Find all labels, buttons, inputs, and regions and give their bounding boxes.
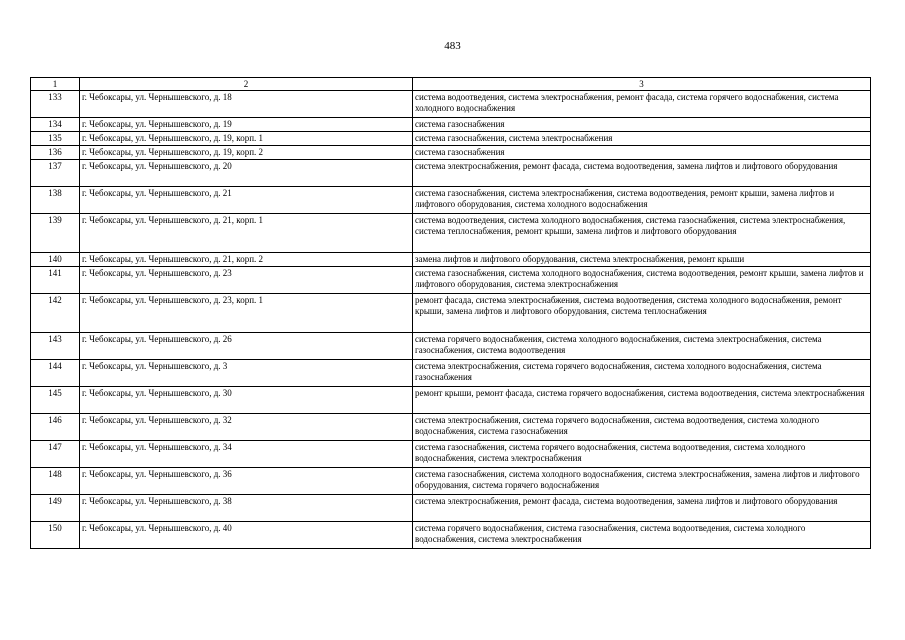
row-number: 146: [31, 414, 80, 441]
table-row: [31, 495, 871, 522]
row-address: г. Чебоксары, ул. Чернышевского, д. 21, корп. 2: [80, 253, 413, 267]
table-header-row: [31, 78, 871, 91]
table-row: [31, 187, 871, 214]
table-row: [31, 118, 871, 132]
row-number: 145: [31, 387, 80, 414]
column-header-address: 2: [80, 78, 413, 91]
row-address: г. Чебоксары, ул. Чернышевского, д. 19: [80, 118, 413, 132]
table-row: [31, 468, 871, 495]
row-address: г. Чебоксары, ул. Чернышевского, д. 23, корп. 1: [80, 294, 413, 333]
table-row: [31, 522, 871, 549]
row-number: 149: [31, 495, 80, 522]
row-works: система горячего водоснабжения, система холодного водоснабжения, система электроснабжения, система газоснабжения, система водоотведения: [413, 333, 871, 360]
column-header-number: 1: [31, 78, 80, 91]
row-works: замена лифтов и лифтового оборудования, система электроснабжения, ремонт крыши: [413, 253, 871, 267]
table-row: [31, 360, 871, 387]
row-number: 148: [31, 468, 80, 495]
row-works: система горячего водоснабжения, система газоснабжения, система водоотведения, система холодного водоснабжения, система электроснабжения: [413, 522, 871, 549]
table-row: [31, 91, 871, 118]
registry-table: [30, 77, 871, 549]
table-row: [31, 253, 871, 267]
row-works: система газоснабжения: [413, 118, 871, 132]
row-number: 136: [31, 146, 80, 160]
row-address: г. Чебоксары, ул. Чернышевского, д. 21: [80, 187, 413, 214]
row-number: 150: [31, 522, 80, 549]
row-number: 140: [31, 253, 80, 267]
row-works: система газоснабжения, система электроснабжения: [413, 132, 871, 146]
row-number: 134: [31, 118, 80, 132]
row-address: г. Чебоксары, ул. Чернышевского, д. 38: [80, 495, 413, 522]
row-address: г. Чебоксары, ул. Чернышевского, д. 40: [80, 522, 413, 549]
row-works: система газоснабжения, система электроснабжения, система водоотведения, ремонт крыши, замена лифтов и лифтового оборудования, система холодного водоснабжения: [413, 187, 871, 214]
row-number: 137: [31, 160, 80, 187]
table-row: [31, 267, 871, 294]
row-works: ремонт фасада, система электроснабжения, система водоотведения, система холодного водоснабжения, ремонт крыши, замена лифтов и лифтового оборудования, система теплоснабжения: [413, 294, 871, 333]
table-row: [31, 333, 871, 360]
row-works: система электроснабжения, система горячего водоснабжения, система водоотведения, система холодного водоснабжения, система газоснабжения: [413, 414, 871, 441]
row-number: 141: [31, 267, 80, 294]
row-works: система газоснабжения: [413, 146, 871, 160]
row-address: г. Чебоксары, ул. Чернышевского, д. 21, корп. 1: [80, 214, 413, 253]
row-works: система газоснабжения, система холодного водоснабжения, система водоотведения, ремонт крыши, замена лифтов и лифтового оборудования, система электроснабжения: [413, 267, 871, 294]
row-works: система газоснабжения, система горячего водоснабжения, система водоотведения, система холодного водоснабжения, система электроснабжения: [413, 441, 871, 468]
row-address: г. Чебоксары, ул. Чернышевского, д. 36: [80, 468, 413, 495]
table-row: [31, 146, 871, 160]
table-row: [31, 160, 871, 187]
row-address: г. Чебоксары, ул. Чернышевского, д. 18: [80, 91, 413, 118]
row-number: 138: [31, 187, 80, 214]
row-number: 147: [31, 441, 80, 468]
row-number: 144: [31, 360, 80, 387]
row-works: система газоснабжения, система холодного водоснабжения, система электроснабжения, замена лифтов и лифтового оборудования, система горячего водоснабжения: [413, 468, 871, 495]
row-address: г. Чебоксары, ул. Чернышевского, д. 26: [80, 333, 413, 360]
row-address: г. Чебоксары, ул. Чернышевского, д. 19, корп. 1: [80, 132, 413, 146]
table-row: [31, 414, 871, 441]
row-number: 139: [31, 214, 80, 253]
row-address: г. Чебоксары, ул. Чернышевского, д. 19, корп. 2: [80, 146, 413, 160]
row-works: система водоотведения, система холодного водоснабжения, система газоснабжения, система электроснабжения, система теплоснабжения, ремонт крыши, замена лифтов и лифтового оборудования: [413, 214, 871, 253]
row-number: 133: [31, 91, 80, 118]
row-number: 142: [31, 294, 80, 333]
table-row: [31, 214, 871, 253]
row-works: система электроснабжения, ремонт фасада, система водоотведения, замена лифтов и лифтового оборудования: [413, 160, 871, 187]
row-number: 135: [31, 132, 80, 146]
row-address: г. Чебоксары, ул. Чернышевского, д. 20: [80, 160, 413, 187]
row-works: ремонт крыши, ремонт фасада, система горячего водоснабжения, система водоотведения, система электроснабжения: [413, 387, 871, 414]
row-address: г. Чебоксары, ул. Чернышевского, д. 32: [80, 414, 413, 441]
row-address: г. Чебоксары, ул. Чернышевского, д. 30: [80, 387, 413, 414]
row-works: система электроснабжения, система горячего водоснабжения, система холодного водоснабжения, система газоснабжения: [413, 360, 871, 387]
row-number: 143: [31, 333, 80, 360]
table-row: [31, 294, 871, 333]
row-works: система электроснабжения, ремонт фасада, система водоотведения, замена лифтов и лифтового оборудования: [413, 495, 871, 522]
table-row: [31, 441, 871, 468]
row-works: система водоотведения, система электроснабжения, ремонт фасада, система горячего водоснабжения, система холодного водоснабжения: [413, 91, 871, 118]
row-address: г. Чебоксары, ул. Чернышевского, д. 34: [80, 441, 413, 468]
page-number: 483: [444, 40, 461, 52]
table-row: [31, 387, 871, 414]
row-address: г. Чебоксары, ул. Чернышевского, д. 3: [80, 360, 413, 387]
table-row: [31, 132, 871, 146]
row-address: г. Чебоксары, ул. Чернышевского, д. 23: [80, 267, 413, 294]
column-header-works: 3: [413, 78, 871, 91]
